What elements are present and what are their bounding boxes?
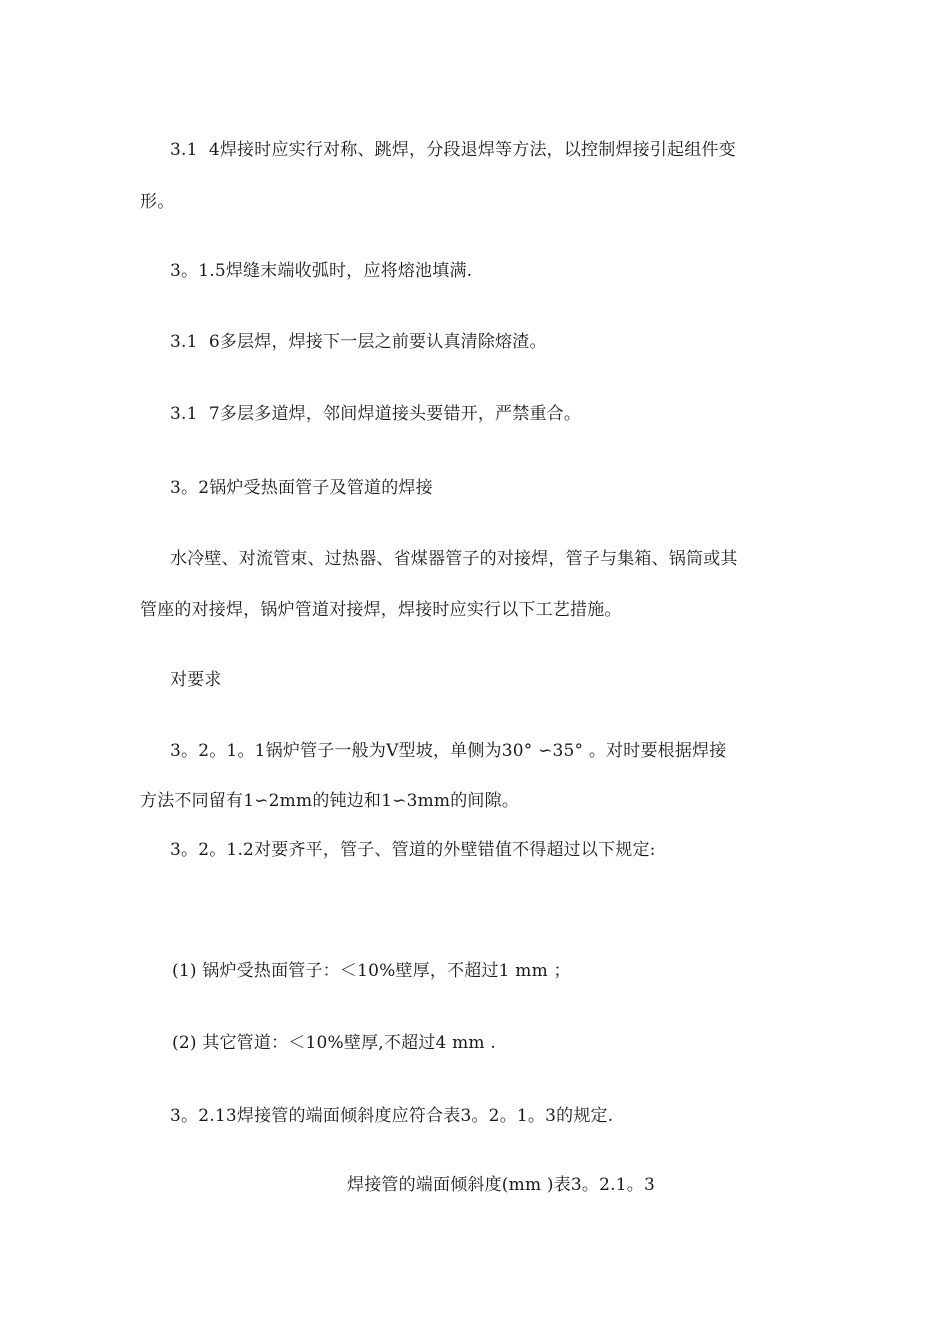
paragraph-3-2-1-1-line-1: 3。2。1。1锅炉管子一般为V型坡，单侧为30° ∽35° 。对时要根据焊接 xyxy=(170,741,727,761)
paragraph-3-1-4-line-2: 形。 xyxy=(140,192,175,212)
list-item-1: (1) 锅炉受热面管子：＜10%壁厚，不超过1 mm ； xyxy=(172,961,571,981)
paragraph-3-1-6: 3.1 6多层焊，焊接下一层之前要认真清除熔渣。 xyxy=(170,332,547,352)
paragraph-3-1-5: 3。1.5焊缝末端收弧时，应将熔池填满. xyxy=(170,261,473,281)
section-heading-3-2: 3。2锅炉受热面管子及管道的焊接 xyxy=(170,478,433,498)
list-item-2: (2) 其它管道：＜10%壁厚,不超过4 mm . xyxy=(172,1033,496,1053)
paragraph-3-2-1-2: 3。2。1.2对要齐平，管子、管道的外壁错值不得超过以下规定: xyxy=(170,840,656,860)
paragraph-intro-line-1: 水冷壁、对流管束、过热器、省煤器管子的对接焊，管子与集箱、锅筒或其 xyxy=(170,549,738,569)
paragraph-intro-line-2: 管座的对接焊，锅炉管道对接焊，焊接时应实行以下工艺措施。 xyxy=(140,600,622,620)
paragraph-3-2-1-3: 3。2.13焊接管的端面倾斜度应符合表3。2。1。3的规定. xyxy=(170,1106,614,1126)
subheading-requirements: 对要求 xyxy=(170,670,222,690)
paragraph-3-2-1-1-line-2: 方法不同留有1∽2mm的钝边和1∽3mm的间隙。 xyxy=(140,791,520,811)
paragraph-3-1-4-line-1: 3.1 4焊接时应实行对称、跳焊，分段退焊等方法，以控制焊接引起组件变 xyxy=(170,140,736,160)
paragraph-3-1-7: 3.1 7多层多道焊，邻间焊道接头要错开，严禁重合。 xyxy=(170,404,582,424)
table-caption: 焊接管的端面倾斜度(mm )表3。2.1。3 xyxy=(347,1175,655,1195)
